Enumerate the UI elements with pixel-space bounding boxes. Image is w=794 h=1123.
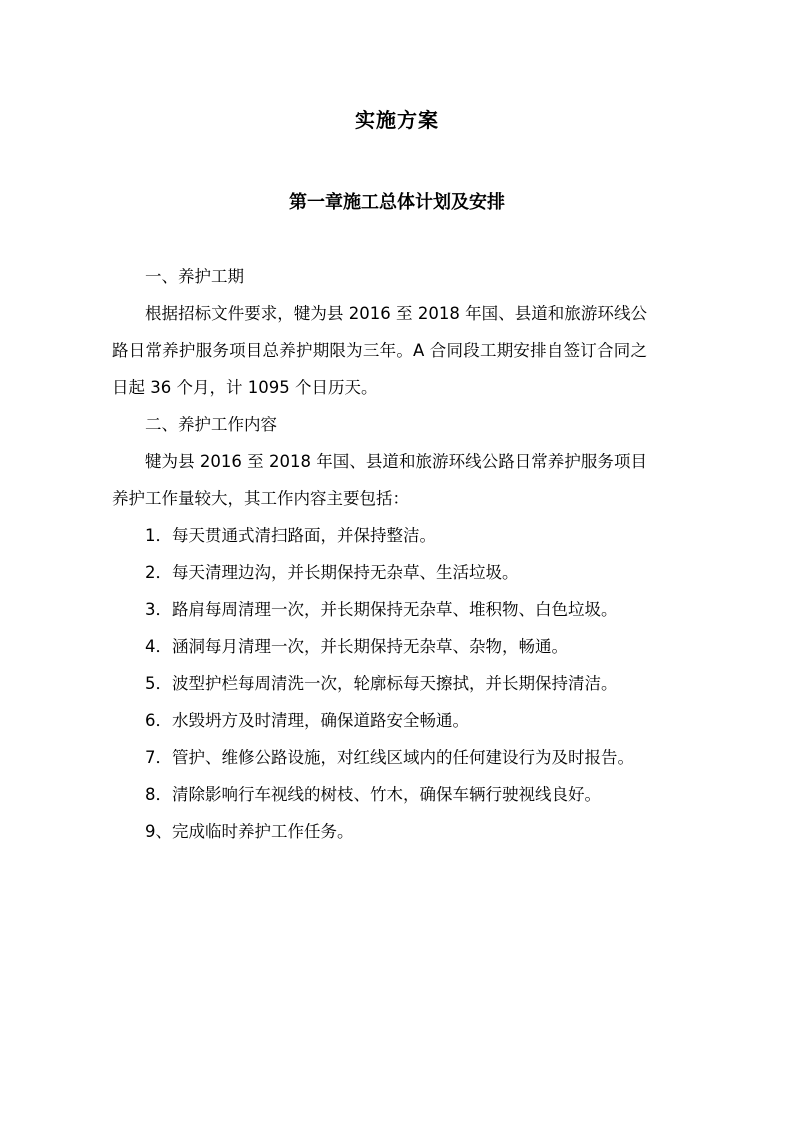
list-item: 9、完成临时养护工作任务。 bbox=[145, 822, 354, 841]
list-item: 3．路肩每周清理一次，并长期保持无杂草、堆积物、白色垃圾。 bbox=[145, 600, 618, 619]
paragraph: 根据招标文件要求，犍为县 2016 至 2018 年国、县道和旅游环线公路日常养护服务项目总养护期限为三年。A 合同段工期安排自签订合同之日起 36 个月，计 1095 个日历天。 bbox=[112, 304, 647, 397]
list-item: 4．涵洞每月清理一次，并长期保持无杂草、杂物，畅通。 bbox=[145, 637, 568, 656]
document-title: 实施方案 bbox=[355, 108, 439, 132]
list-item: 2．每天清理边沟，并长期保持无杂草、生活垃圾。 bbox=[145, 563, 519, 582]
list-item: 1．每天贯通式清扫路面，并保持整洁。 bbox=[145, 526, 436, 545]
chapter-heading: 第一章施工总体计划及安排 bbox=[289, 192, 505, 213]
list-item: 7．管护、维修公路设施，对红线区域内的任何建设行为及时报告。 bbox=[145, 748, 634, 767]
paragraph: 犍为县 2016 至 2018 年国、县道和旅游环线公路日常养护服务项目养护工作量较大，其工作内容主要包括： bbox=[112, 452, 647, 508]
document-body bbox=[112, 258, 647, 850]
section-heading: 一、养护工期 bbox=[145, 267, 244, 286]
section-heading: 二、养护工作内容 bbox=[145, 415, 277, 434]
list-item: 6．水毁坍方及时清理，确保道路安全畅通。 bbox=[145, 711, 469, 730]
list-item: 8．清除影响行车视线的树枝、竹木，确保车辆行驶视线良好。 bbox=[145, 785, 601, 804]
list-item: 5．波型护栏每周清洗一次，轮廓标每天擦拭，并长期保持清洁。 bbox=[145, 674, 618, 693]
